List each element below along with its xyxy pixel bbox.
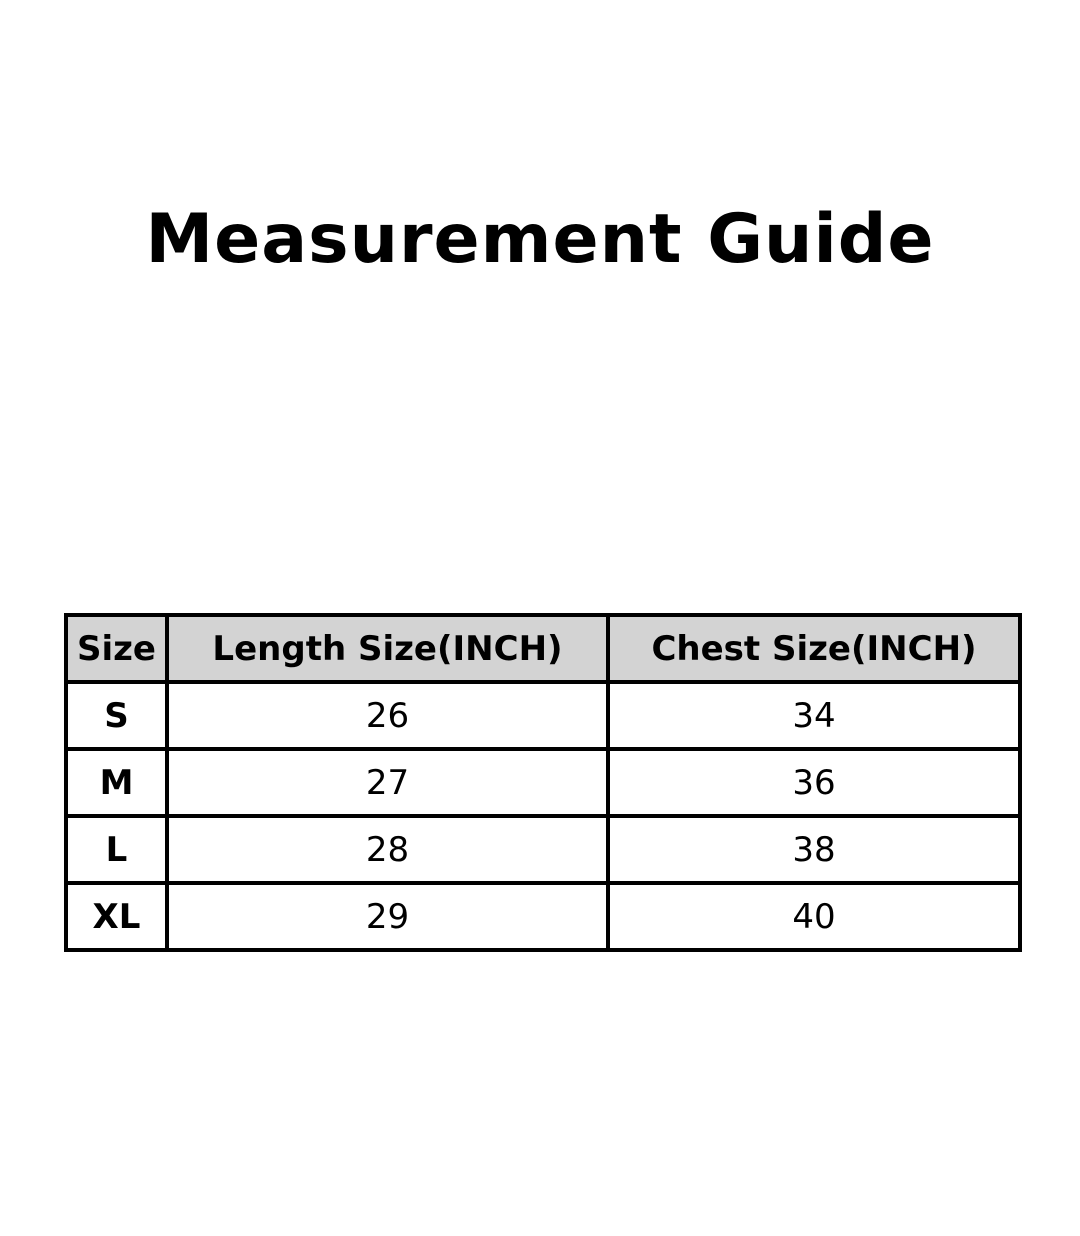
table-row bbox=[66, 749, 1020, 816]
length-cell: 29 bbox=[167, 883, 608, 950]
size-cell: S bbox=[66, 682, 167, 749]
length-cell: 28 bbox=[167, 816, 608, 883]
chest-cell: 34 bbox=[608, 682, 1020, 749]
table-header-row bbox=[66, 615, 1020, 682]
size-cell: L bbox=[66, 816, 167, 883]
header-size: Size bbox=[66, 615, 167, 682]
table-row bbox=[66, 883, 1020, 950]
chest-cell: 36 bbox=[608, 749, 1020, 816]
chest-cell: 40 bbox=[608, 883, 1020, 950]
length-cell: 27 bbox=[167, 749, 608, 816]
table-row bbox=[66, 682, 1020, 749]
header-chest-size: Chest Size(INCH) bbox=[608, 615, 1020, 682]
header-length-size: Length Size(INCH) bbox=[167, 615, 608, 682]
length-cell: 26 bbox=[167, 682, 608, 749]
size-cell: XL bbox=[66, 883, 167, 950]
chest-cell: 38 bbox=[608, 816, 1020, 883]
table-row bbox=[66, 816, 1020, 883]
size-cell: M bbox=[66, 749, 167, 816]
page-title: Measurement Guide bbox=[145, 200, 935, 279]
size-chart-table bbox=[64, 613, 1022, 952]
